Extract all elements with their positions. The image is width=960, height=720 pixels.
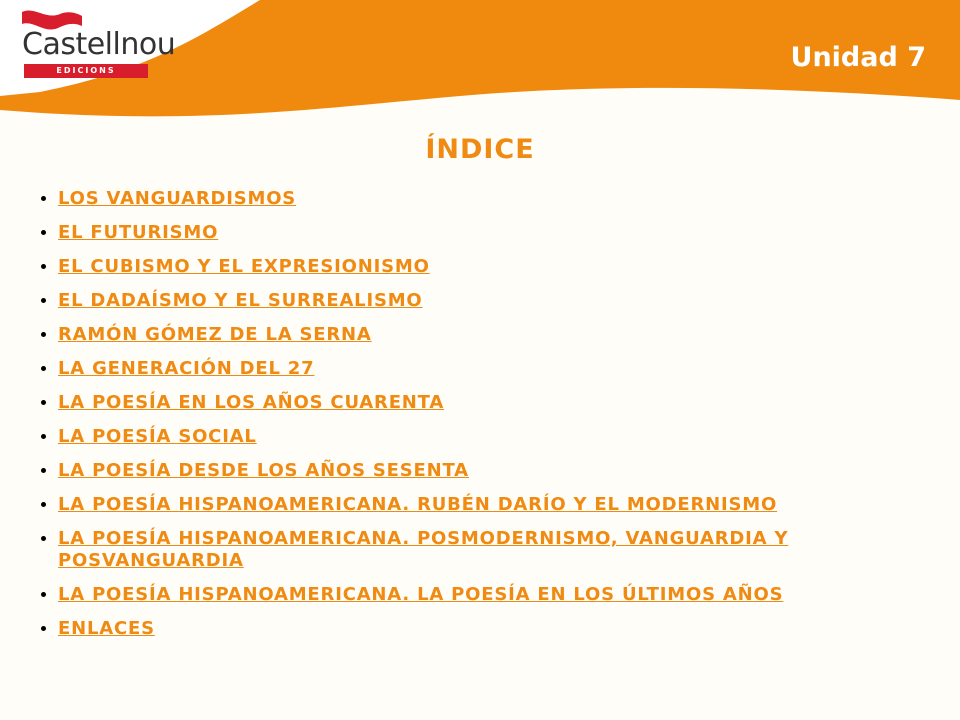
bullet-icon [41,400,46,405]
toc-link[interactable]: RAMÓN GÓMEZ DE LA SERNA [58,324,372,345]
bullet-icon [41,196,46,201]
toc-link[interactable]: LA GENERACIÓN DEL 27 [58,358,315,379]
bullet-icon [41,230,46,235]
toc-item [40,222,920,244]
toc-link[interactable]: LA POESÍA HISPANOAMERICANA. POSMODERNISMO, VANGUARDIA Y POSVANGUARDIA [58,528,789,571]
logo-wordmark: Castellnou [22,27,176,62]
bullet-icon [41,468,46,473]
toc-link[interactable]: LA POESÍA EN LOS AÑOS CUARENTA [58,392,445,413]
page-title: ÍNDICE [425,134,535,165]
toc-link[interactable]: LOS VANGUARDISMOS [58,188,297,209]
bullet-icon [41,264,46,269]
toc-link[interactable]: LA POESÍA HISPANOAMERICANA. LA POESÍA EN LOS ÚLTIMOS AÑOS [58,584,784,605]
toc-item [40,584,920,606]
bullet-icon [41,592,46,597]
logo-subtitle: EDICIONS [24,64,148,78]
bullet-icon [41,298,46,303]
bullet-icon [41,536,46,541]
toc-item [40,426,920,448]
toc-item [40,528,920,572]
header-banner [0,0,960,140]
toc-item [40,188,920,210]
bullet-icon [41,366,46,371]
bullet-icon [41,502,46,507]
toc-link[interactable]: EL DADAÍSMO Y EL SURREALISMO [58,290,423,311]
bullet-icon [41,626,46,631]
toc-item [40,324,920,346]
toc-link[interactable]: EL FUTURISMO [58,222,219,243]
table-of-contents [40,188,920,652]
toc-item [40,392,920,414]
unit-label: Unidad 7 [790,42,926,73]
toc-link[interactable]: LA POESÍA DESDE LOS AÑOS SESENTA [58,460,469,481]
castellnou-logo [20,8,176,75]
toc-link[interactable]: LA POESÍA SOCIAL [58,426,257,447]
toc-item [40,290,920,312]
toc-item [40,460,920,482]
toc-link[interactable]: LA POESÍA HISPANOAMERICANA. RUBÉN DARÍO Y EL MODERNISMO [58,494,778,515]
toc-item [40,358,920,380]
bullet-icon [41,434,46,439]
toc-item [40,618,920,640]
toc-link[interactable]: EL CUBISMO Y EL EXPRESIONISMO [58,256,430,277]
toc-item [40,494,920,516]
toc-link[interactable]: ENLACES [58,618,155,639]
toc-item [40,256,920,278]
bullet-icon [41,332,46,337]
